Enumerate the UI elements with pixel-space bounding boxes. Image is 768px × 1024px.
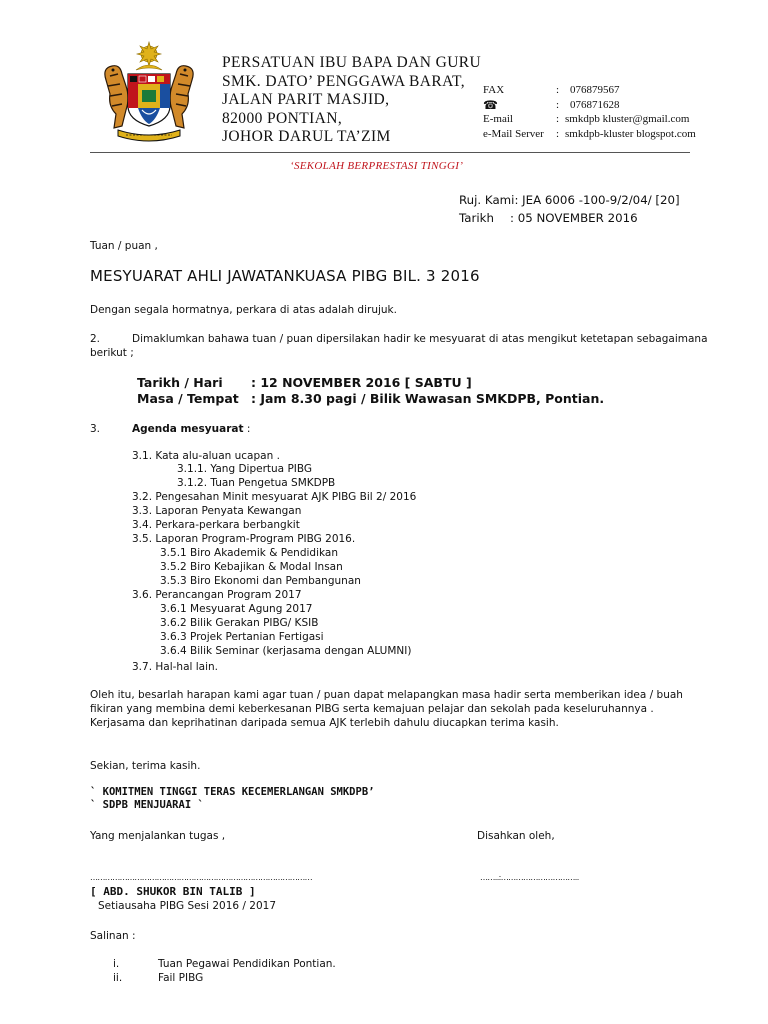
org-line: SMK. DATO’ PENGGAWA BARAT, (222, 72, 465, 90)
contact-value: smkdpb-kluster blogspot.com (565, 127, 696, 140)
approver-label: Disahkan oleh, (477, 830, 555, 842)
org-line: PERSATUAN IBU BAPA DAN GURU (222, 54, 482, 71)
contact-value: 076879567 (570, 84, 620, 96)
crest-logo (96, 40, 202, 146)
meeting-date-value: : 12 NOVEMBER 2016 [ SABTU ] (251, 375, 472, 390)
contact-fax (483, 83, 620, 98)
agenda-item: 3.6.4 Bilik Seminar (kerjasama dengan ALUMNI) (160, 645, 412, 657)
contact-sep: : (556, 84, 560, 96)
para2-line1: Dimaklumkan bahawa tuan / puan dipersilakan hadir ke mesyuarat di atas mengikut ketetapan sebagaimana (132, 333, 708, 345)
para2-line2: berikut ; (90, 347, 134, 359)
signature-line: ……………………………………………………………………………… (90, 873, 313, 882)
letter-title: MESYUARAT AHLI JAWATANKUASA PIBG BIL. 3 2016 (90, 267, 480, 285)
agenda-item: 3.2. Pengesahan Minit mesyuarat AJK PIBG Bil 2/ 2016 (132, 491, 417, 503)
letter-date-row (459, 211, 638, 225)
closing-line: Oleh itu, besarlah harapan kami agar tuan / puan dapat melapangkan masa hadir serta memberikan idea / buah (90, 689, 683, 701)
agenda-item: 3.6.2 Bilik Gerakan PIBG/ KSIB (160, 617, 319, 629)
agenda-colon: : (246, 423, 251, 435)
agenda-item: 3.4. Perkara-perkara berbangkit (132, 519, 300, 531)
org-line: JOHOR DARUL TA’ZIM (222, 128, 391, 145)
contact-sep: : (556, 113, 560, 125)
school-motto: ‘SEKOLAH BERPRESTASI TINGGI’ (290, 160, 464, 172)
contact-value: smkdpb kluster@gmail.com (565, 113, 690, 125)
phone-icon: ☎ (483, 97, 498, 112)
reference-number: Ruj. Kami: JEA 6006 -100-9/2/04/ [20] (459, 193, 680, 207)
agenda-item: 3.5. Laporan Program-Program PIBG 2016. (132, 533, 356, 545)
closing-line: fikiran yang membina demi keberkesanan PIBG serta kemajuan pelajar dan sekolah pada keseluruhannya . (90, 703, 654, 715)
copies-item-text: Fail PIBG (158, 972, 204, 984)
agenda-title: Agenda mesyuarat (132, 423, 244, 435)
salutation: Tuan / puan , (90, 240, 158, 252)
contact-value: 076871628 (570, 98, 620, 111)
slogan: ` SDPB MENJUARAI ` (90, 799, 204, 811)
contact-phone (483, 97, 620, 113)
contact-server (483, 127, 696, 142)
para-number: 2. (90, 333, 101, 345)
copies-item-number: i. (113, 958, 120, 970)
agenda-item: 3.1.2. Tuan Pengetua SMKDPB (177, 477, 336, 489)
agenda-item: 3.6.1 Mesyuarat Agung 2017 (160, 603, 313, 615)
agenda-item: 3.1.1. Yang Dipertua PIBG (177, 463, 313, 475)
signer-position: Setiausaha PIBG Sesi 2016 / 2017 (98, 900, 277, 912)
org-line: 82000 PONTIAN, (222, 109, 343, 127)
org-address (222, 54, 481, 147)
header-divider (90, 152, 690, 153)
copies-item-number: ii. (113, 972, 123, 984)
contact-label: E-mail (483, 113, 513, 125)
agenda-item: 3.3. Laporan Penyata Kewangan (132, 505, 302, 517)
approval-signature-line: ……..:………………………….. (480, 873, 579, 882)
meeting-date-label: Tarikh / Hari (137, 375, 223, 390)
agenda-item: 3.7. Hal-hal lain. (132, 661, 219, 673)
intro-paragraph: Dengan segala hormatnya, perkara di atas adalah dirujuk. (90, 304, 397, 316)
contact-email (483, 112, 690, 127)
agenda-heading (132, 423, 250, 435)
date-label: Tarikh (459, 211, 494, 225)
agenda-item: 3.5.1 Biro Akademik & Pendidikan (160, 547, 338, 559)
signer-label: Yang menjalankan tugas , (90, 830, 226, 842)
agenda-number: 3. (90, 423, 101, 435)
contact-sep: : (556, 98, 560, 111)
agenda-item: 3.6.3 Projek Pertanian Fertigasi (160, 631, 324, 643)
agenda-item: 3.6. Perancangan Program 2017 (132, 589, 302, 601)
contact-label: e-Mail Server (483, 127, 544, 140)
copies-item-text: Tuan Pegawai Pendidikan Pontian. (158, 958, 336, 970)
contact-block (483, 83, 696, 141)
org-line: JALAN PARIT MASJID, (222, 91, 390, 108)
signer-name: [ ABD. SHUKOR BIN TALIB ] (90, 885, 256, 898)
contact-label: FAX (483, 84, 505, 96)
meeting-venue-value: : Jam 8.30 pagi / Bilik Wawasan SMKDPB, Pontian. (251, 391, 605, 406)
agenda-item: 3.5.2 Biro Kebajikan & Modal Insan (160, 561, 343, 573)
copies-label: Salinan : (90, 930, 136, 942)
slogan: ` KOMITMEN TINGGI TERAS KECEMERLANGAN SMKDPB’ (90, 786, 375, 798)
meeting-venue-label: Masa / Tempat (137, 391, 239, 406)
contact-sep: : (556, 127, 560, 140)
agenda-item: 3.5.3 Biro Ekonomi dan Pembangunan (160, 575, 361, 587)
sign-off: Sekian, terima kasih. (90, 760, 201, 772)
agenda-item: 3.1. Kata alu-aluan ucapan . (132, 450, 280, 462)
closing-line: Kerjasama dan keprihatinan daripada semua AJK terlebih dahulu diucapkan terima kasih. (90, 717, 559, 729)
date-value: : 05 NOVEMBER 2016 (510, 211, 638, 225)
